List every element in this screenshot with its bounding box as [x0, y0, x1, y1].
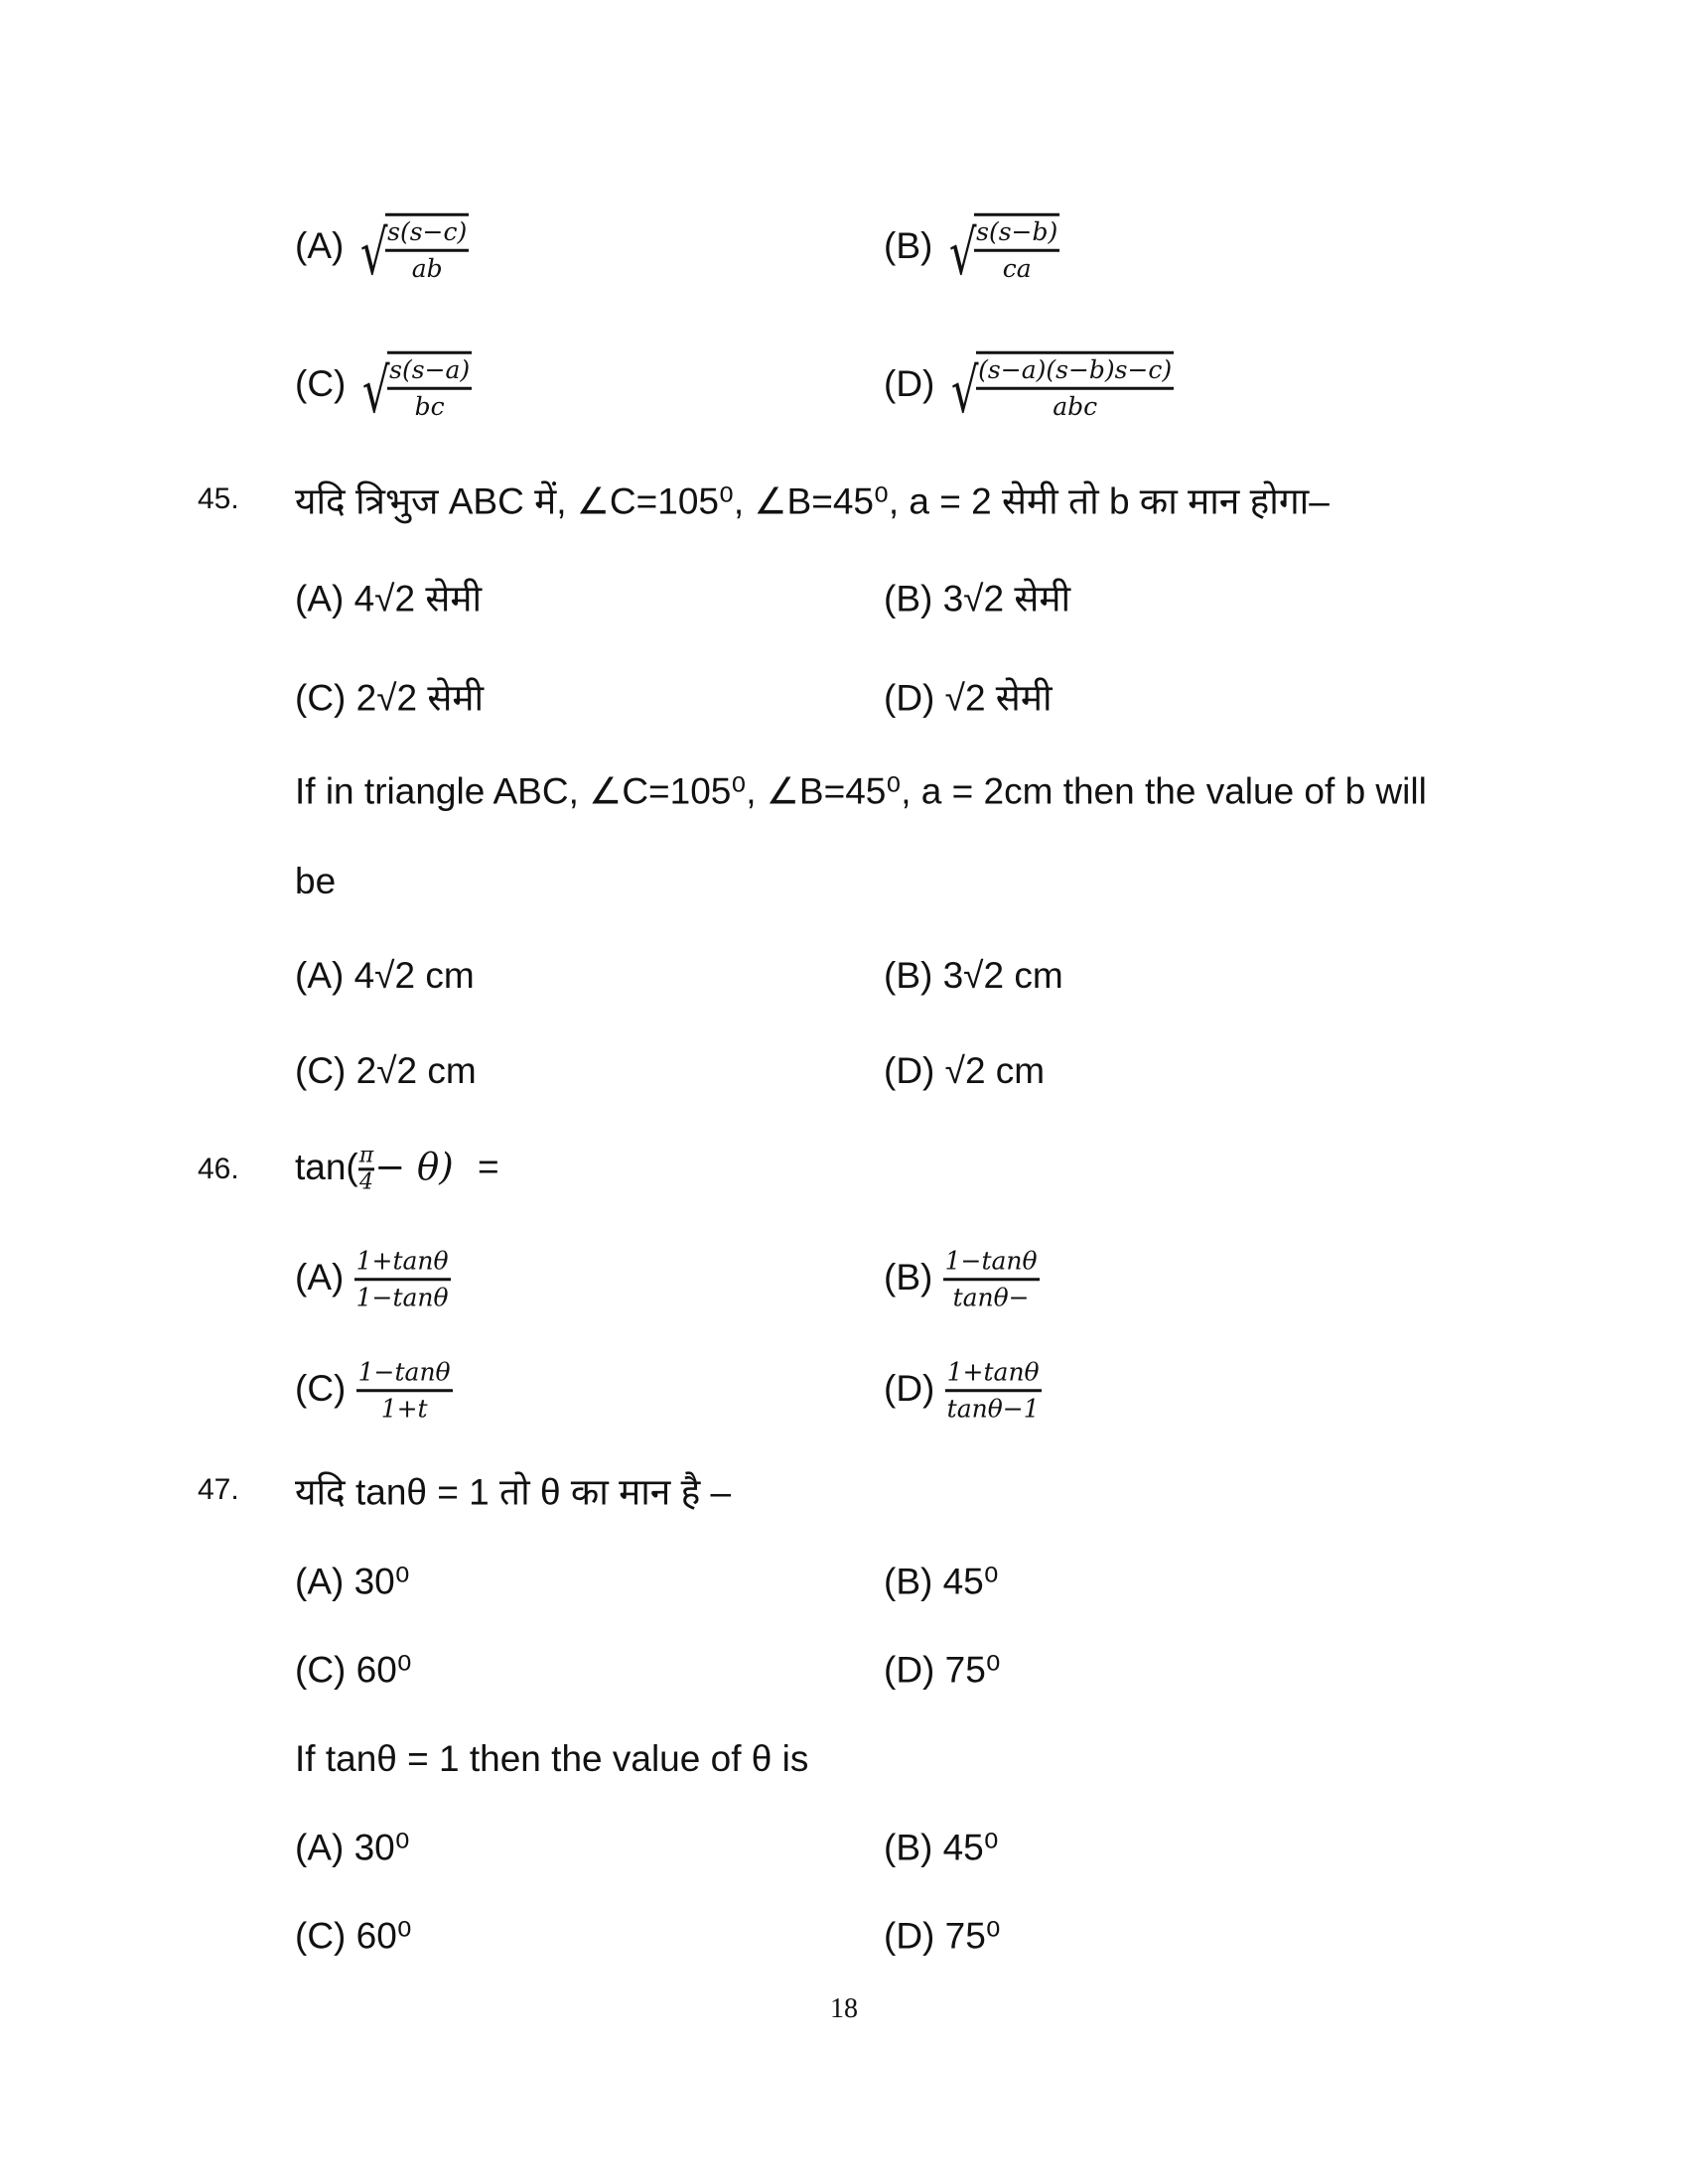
q46-option-a: [295, 1247, 451, 1312]
numerator: π: [358, 1144, 374, 1170]
option-label: (A): [295, 1256, 345, 1297]
option-label: (C): [295, 1367, 347, 1409]
denominator: 1+t: [380, 1394, 428, 1423]
q45-hindi-option-d: (D) √2 सेमी: [884, 677, 1053, 719]
q46-option-c: [295, 1358, 453, 1424]
q45-english-option-b: (B) 3√2 cm: [884, 955, 1063, 996]
q45-english-option-c: (C) 2√2 cm: [295, 1050, 477, 1091]
sqrt-expression: √ $\frac{s(s-c)}{ab}$: [354, 213, 470, 284]
denominator: 1−tanθ: [355, 1283, 449, 1311]
q47-hindi-option-c: (C) 60⁰: [295, 1649, 412, 1691]
denominator: ca: [1002, 253, 1032, 283]
sqrt-expression: √ $\frac{s(s-a)}{bc}$: [356, 351, 473, 422]
q45-english-option-a: (A) 4√2 cm: [295, 955, 475, 996]
q44-option-b: [884, 213, 1059, 289]
q47-english-option-d: (D) 75⁰: [884, 1915, 1001, 1957]
q45-english-text-line2: be: [295, 861, 337, 901]
question-number-45: 45.: [198, 482, 239, 515]
q46-option-b: [884, 1247, 1040, 1312]
page-number: 18: [830, 1993, 858, 2024]
option-label: (A): [295, 224, 345, 266]
numerator: 1+tanθ: [354, 1247, 451, 1281]
option-label: (D): [884, 1367, 935, 1409]
q44-option-c: [295, 351, 472, 427]
q45-hindi-option-b: (B) 3√2 सेमी: [884, 578, 1071, 619]
question-number-47: 47.: [198, 1473, 239, 1506]
numerator: 1−tanθ: [943, 1247, 1040, 1281]
denominator: ab: [411, 253, 443, 283]
q47-english-text: If tanθ = 1 then the value of θ is: [295, 1738, 809, 1779]
tan-suffix: − θ): [374, 1145, 454, 1188]
denominator: tanθ−1: [946, 1394, 1040, 1423]
q44-option-a: [295, 213, 469, 289]
q45-hindi-option-c: (C) 2√2 सेमी: [295, 677, 485, 719]
equals-sign: =: [478, 1146, 499, 1187]
numerator: s(s−a): [387, 356, 472, 390]
denominator: tanθ−: [952, 1283, 1030, 1311]
q46-question: [295, 1144, 499, 1194]
q47-hindi-option-d: (D) 75⁰: [884, 1649, 1001, 1691]
q47-english-option-b: (B) 45⁰: [884, 1827, 999, 1868]
q47-hindi-option-a: (A) 30⁰: [295, 1561, 410, 1602]
numerator: 1+tanθ: [945, 1358, 1042, 1392]
option-label: (D): [884, 362, 935, 404]
option-label: (B): [884, 1256, 933, 1297]
option-label: (B): [884, 224, 933, 266]
tan-prefix: tan(: [295, 1146, 358, 1187]
q46-option-d: [884, 1358, 1042, 1424]
q45-hindi-text: यदि त्रिभुज ABC में, ∠C=105⁰, ∠B=45⁰, a = 2 सेमी तो b का मान होगा–: [295, 480, 1330, 522]
q47-hindi-text: यदि tanθ = 1 तो θ का मान है –: [295, 1471, 732, 1513]
q45-hindi-option-a: (A) 4√2 सेमी: [295, 578, 483, 619]
q47-hindi-option-b: (B) 45⁰: [884, 1561, 999, 1602]
q44-option-d: [884, 351, 1174, 427]
question-number-46: 46.: [198, 1153, 239, 1185]
numerator: s(s−b): [974, 218, 1059, 252]
numerator: s(s−c): [385, 218, 469, 252]
denominator: abc: [1053, 391, 1098, 421]
pi-over-4: [358, 1144, 374, 1194]
sqrt-expression: √ $\frac{s(s-b)}{ca}$: [943, 213, 1060, 284]
denominator: bc: [414, 391, 445, 421]
sqrt-expression: √ $\frac{(s-a)(s-b)s-c)}{\text{abc}}$: [945, 351, 1175, 422]
numerator: 1−tanθ: [356, 1358, 453, 1392]
numerator: (s−a)(s−b)s−c): [976, 356, 1174, 390]
q47-english-option-a: (A) 30⁰: [295, 1827, 410, 1868]
denominator: 4: [359, 1169, 373, 1195]
q47-english-option-c: (C) 60⁰: [295, 1915, 412, 1957]
q45-english-text-line1: If in triangle ABC, ∠C=105⁰, ∠B=45⁰, a = 2cm then the value of b will: [295, 770, 1427, 812]
q45-english-option-d: (D) √2 cm: [884, 1050, 1046, 1091]
option-label: (C): [295, 362, 347, 404]
